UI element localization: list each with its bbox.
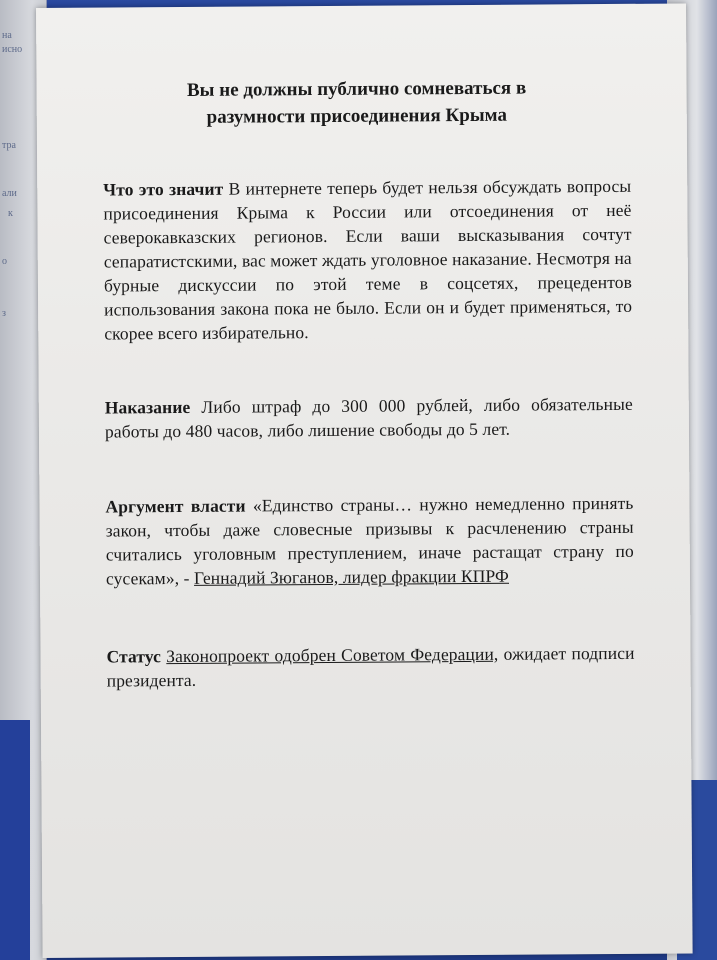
background-text-fragment: з (2, 308, 6, 319)
background-text-fragment: о (2, 256, 7, 267)
title-line-2: разумности присоединения Крыма (206, 104, 508, 128)
background-text-fragment: исно (2, 44, 23, 55)
status-rest-text: ожидает подписи президента. (106, 642, 635, 691)
section-heading-status: Статус (106, 646, 162, 667)
paper-sheet (36, 3, 693, 958)
section-heading-meaning: Что это значит (103, 178, 224, 200)
section-argument (105, 491, 634, 591)
section-quote-argument: «Единство страны… нужно немедленно принять закон, чтобы даже словесные призывы к расчленению страны считались уголовным преступлением, иначе растащат страну по сусекам», - (105, 492, 634, 589)
section-heading-penalty: Наказание (104, 396, 191, 418)
status-underlined-text: Законопроект одобрен Советом Федерации, (166, 643, 499, 667)
background-text-fragment: тра (2, 140, 16, 151)
section-status (106, 641, 634, 693)
document-title (96, 74, 616, 132)
section-penalty (105, 392, 633, 444)
background-wall-bottom-left (0, 720, 30, 960)
background-text-fragment: к (8, 208, 13, 219)
section-heading-argument: Аргумент власти (105, 495, 246, 517)
background-text-fragment: на (2, 30, 12, 41)
section-meaning (103, 174, 632, 346)
section-text-penalty: Либо штраф до 300 000 рублей, либо обязательные работы до 480 часов, либо лишение свободы до 5 лет. (104, 393, 633, 442)
background-text-fragment: али (2, 188, 17, 199)
section-text-meaning: В интернете теперь будет нельзя обсуждать вопросы присоединения Крыма к России или отсоединения от неё северокавказских регионов. Если ваши высказывания сочтут сепаратистскими, вас может ждать уголовное наказание. Несмотря на бурные дискуссии по этой теме в соцсетях, прецедентов использования закона пока не было. Если он и будет применяться, то скорее всего избирательно. (103, 175, 633, 344)
title-line-1: Вы не должны публично сомневаться в (186, 77, 527, 101)
quote-author: Геннадий Зюганов, лидер фракции КПРФ (193, 565, 509, 588)
